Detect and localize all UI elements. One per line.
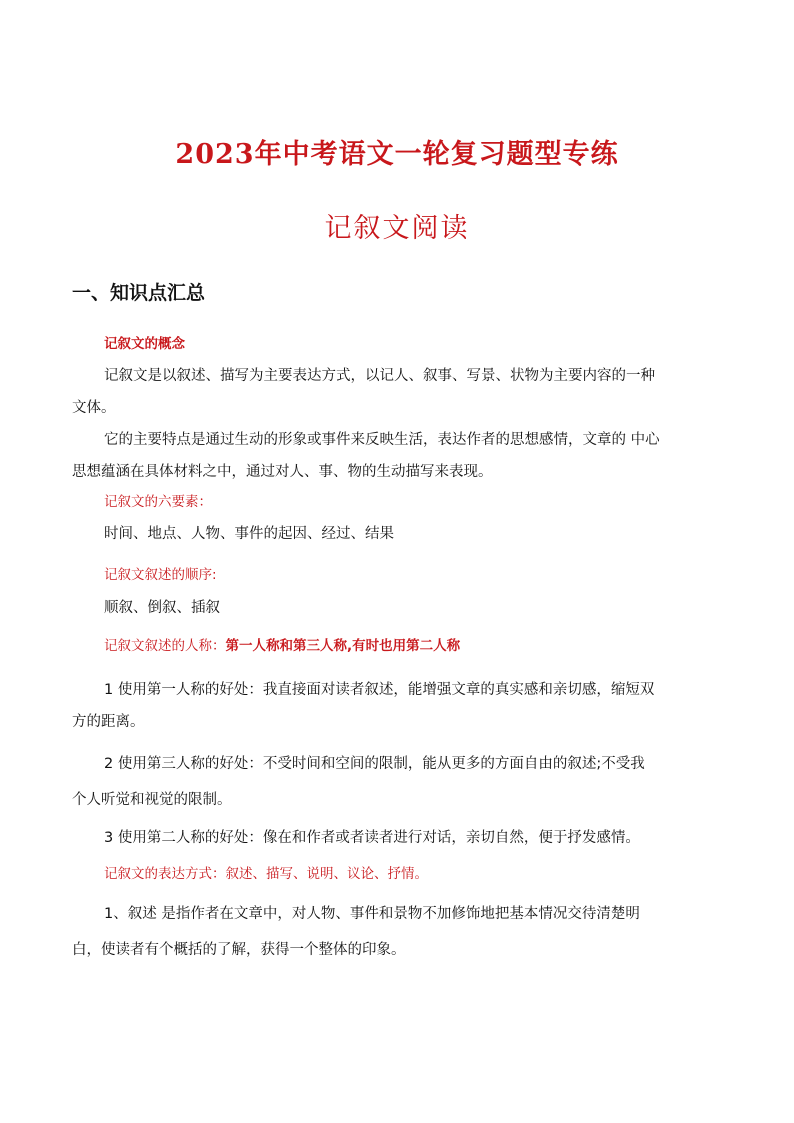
concept-line-1: 记叙文是以叙述、描写为主要表达方式，以记人、叙事、写景、状物为主要内容的一种 bbox=[104, 368, 655, 384]
first-person-line-1: 1 使用第一人称的好处：我直接面对读者叙述，能增强文章的真实感和亲切感，缩短双 bbox=[104, 682, 655, 698]
expression-label: 记叙文的表达方式：叙述、描写、说明、议论、抒情。 bbox=[104, 866, 428, 882]
section-heading: 一、知识点汇总 bbox=[72, 282, 206, 304]
order-label: 记叙文叙述的顺序: bbox=[104, 567, 217, 583]
concept-line-2: 文体。 bbox=[72, 400, 116, 416]
order-text: 顺叙、倒叙、插叙 bbox=[104, 600, 220, 616]
main-title: 2023年中考语文一轮复习题型专练 bbox=[175, 139, 619, 170]
narration-line-1: 1、叙述 是指作者在文章中，对人物、事件和景物不加修饰地把基本情况交待清楚明 bbox=[104, 906, 640, 922]
six-elements-label: 记叙文的六要素： bbox=[104, 494, 212, 510]
second-person-line: 3 使用第二人称的好处：像在和作者或者读者进行对话，亲切自然，便于抒发感情。 bbox=[104, 830, 640, 846]
third-person-line-1: 2 使用第三人称的好处：不受时间和空间的限制，能从更多的方面自由的叙述;不受我 bbox=[104, 756, 645, 772]
feature-line-1: 它的主要特点是通过生动的形象或事件来反映生活，表达作者的思想感情，文章的 中心 bbox=[104, 432, 660, 448]
person-value: 第一人称和第三人称,有时也用第二人称 bbox=[225, 638, 461, 654]
feature-line-2: 思想蕴涵在具体材料之中，通过对人、事、物的生动描写来表现。 bbox=[72, 464, 493, 480]
sub-title: 记叙文阅读 bbox=[324, 213, 470, 244]
six-elements: 时间、地点、人物、事件的起因、经过、结果 bbox=[104, 526, 394, 542]
concept-label: 记叙文的概念 bbox=[104, 336, 185, 352]
person-label: 记叙文叙述的人称： bbox=[104, 638, 226, 654]
narration-line-2: 白，使读者有个概括的了解，获得一个整体的印象。 bbox=[72, 942, 406, 958]
first-person-line-2: 方的距离。 bbox=[72, 714, 145, 730]
third-person-line-2: 个人听觉和视觉的限制。 bbox=[72, 792, 232, 808]
person-line bbox=[104, 636, 460, 656]
